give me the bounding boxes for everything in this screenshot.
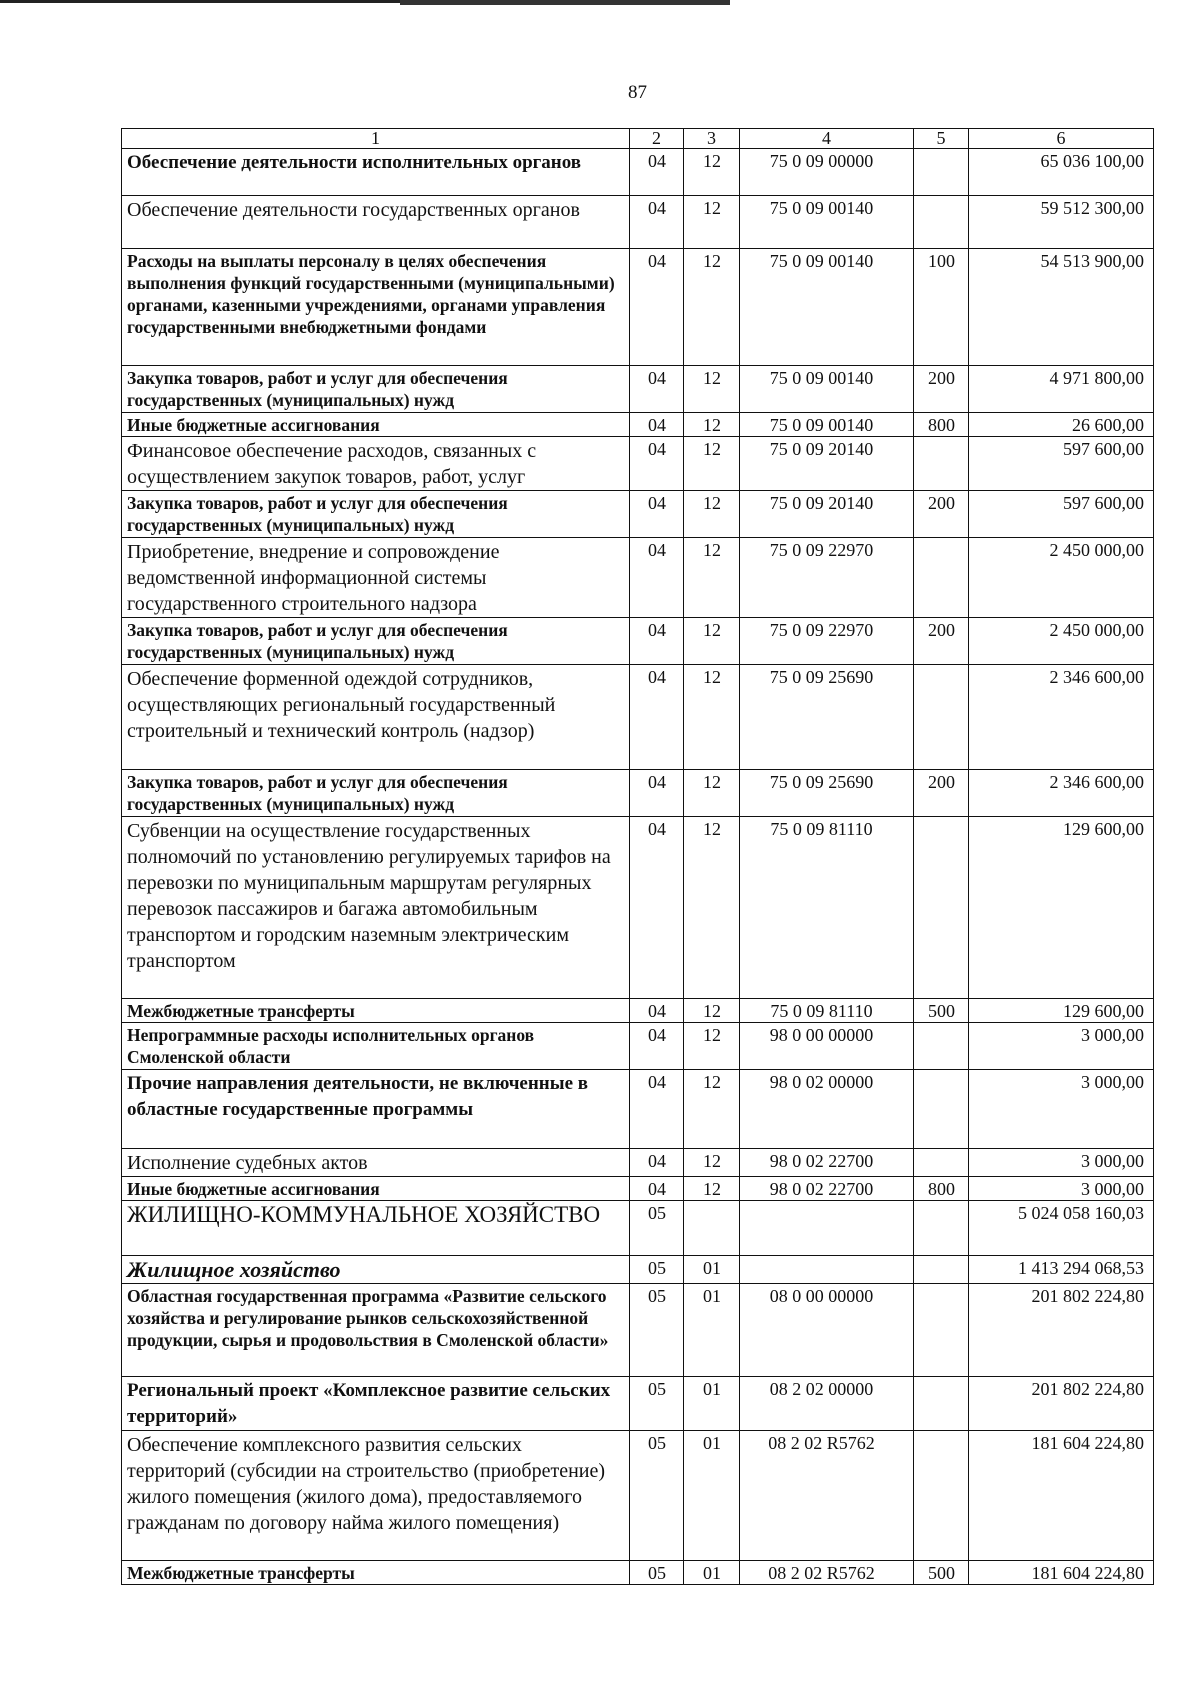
target-article-cell: 75 0 09 00140 [740,413,914,437]
table-row [122,413,1154,437]
amount-cell: 3 000,00 [969,1023,1154,1070]
subsection-code-cell: 12 [684,196,740,249]
subsection-code-cell: 12 [684,366,740,413]
target-article-cell: 08 2 02 R5762 [740,1561,914,1585]
target-article-cell: 75 0 09 22970 [740,618,914,665]
target-article-cell: 75 0 09 00140 [740,249,914,366]
expense-type-cell [914,1284,969,1377]
section-code-cell: 05 [630,1431,684,1561]
row-name-cell: Обеспечение деятельности государственных органов [122,196,630,249]
section-code-cell: 04 [630,817,684,999]
amount-cell: 3 000,00 [969,1149,1154,1177]
budget-table [121,128,1154,1585]
table-row [122,437,1154,491]
row-name-cell: Жилищное хозяйство [122,1256,630,1284]
section-code-cell: 05 [630,1201,684,1256]
section-code-cell: 04 [630,1149,684,1177]
page-number: 87 [628,82,647,103]
target-article-cell: 75 0 09 00000 [740,149,914,196]
section-code-cell: 04 [630,249,684,366]
expense-type-cell: 200 [914,770,969,817]
table-row [122,366,1154,413]
row-name-cell: Расходы на выплаты персоналу в целях обеспечения выполнения функций государственными (муниципальными) органами, казенными учреждениями, органами управления государственными внебюджетными фондами [122,249,630,366]
amount-cell: 65 036 100,00 [969,149,1154,196]
subsection-code-cell: 01 [684,1561,740,1585]
section-code-cell: 04 [630,1023,684,1070]
column-header-3: 3 [684,129,740,149]
amount-cell: 2 450 000,00 [969,618,1154,665]
amount-cell: 2 450 000,00 [969,538,1154,618]
subsection-code-cell: 12 [684,149,740,196]
table-row [122,1256,1154,1284]
row-name-cell: Областная государственная программа «Развитие сельского хозяйства и регулирование рынков сельскохозяйственной продукции, сырья и продовольствия в Смоленской области» [122,1284,630,1377]
expense-type-cell [914,1149,969,1177]
expense-type-cell [914,538,969,618]
amount-cell: 201 802 224,80 [969,1377,1154,1431]
target-article-cell: 75 0 09 25690 [740,770,914,817]
amount-cell: 597 600,00 [969,437,1154,491]
subsection-code-cell: 01 [684,1431,740,1561]
expense-type-cell: 800 [914,413,969,437]
section-code-cell: 04 [630,1070,684,1149]
section-code-cell: 04 [630,413,684,437]
expense-type-cell [914,1256,969,1284]
subsection-code-cell: 12 [684,770,740,817]
expense-type-cell [914,1431,969,1561]
target-article-cell: 75 0 09 81110 [740,999,914,1023]
target-article-cell: 75 0 09 00140 [740,196,914,249]
amount-cell: 1 413 294 068,53 [969,1256,1154,1284]
column-header-6: 6 [969,129,1154,149]
amount-cell: 4 971 800,00 [969,366,1154,413]
section-code-cell: 04 [630,1177,684,1201]
table-row [122,999,1154,1023]
amount-cell: 3 000,00 [969,1070,1154,1149]
section-code-cell: 05 [630,1284,684,1377]
amount-cell: 181 604 224,80 [969,1561,1154,1585]
expense-type-cell [914,1070,969,1149]
section-code-cell: 04 [630,196,684,249]
amount-cell: 54 513 900,00 [969,249,1154,366]
row-name-cell: Непрограммные расходы исполнительных органов Смоленской области [122,1023,630,1070]
table-row [122,1377,1154,1431]
target-article-cell: 75 0 09 22970 [740,538,914,618]
row-name-cell: Обеспечение деятельности исполнительных органов [122,149,630,196]
target-article-cell: 98 0 02 22700 [740,1149,914,1177]
row-name-cell: Закупка товаров, работ и услуг для обеспечения государственных (муниципальных) нужд [122,770,630,817]
expense-type-cell [914,817,969,999]
subsection-code-cell: 12 [684,618,740,665]
row-name-cell: Финансовое обеспечение расходов, связанных с осуществлением закупок товаров, работ, услуг [122,437,630,491]
table-row [122,665,1154,770]
row-name-cell: Субвенции на осуществление государственных полномочий по установлению регулируемых тарифов на перевозки по муниципальным маршрутам регулярных перевозок пассажиров и багажа автомобильным транспортом и городским наземным электрическим транспортом [122,817,630,999]
expense-type-cell [914,437,969,491]
amount-cell: 2 346 600,00 [969,665,1154,770]
target-article-cell: 75 0 09 25690 [740,665,914,770]
expense-type-cell [914,1377,969,1431]
target-article-cell: 75 0 09 81110 [740,817,914,999]
subsection-code-cell [684,1201,740,1256]
amount-cell: 181 604 224,80 [969,1431,1154,1561]
subsection-code-cell: 12 [684,1070,740,1149]
amount-cell: 3 000,00 [969,1177,1154,1201]
expense-type-cell: 200 [914,366,969,413]
target-article-cell: 98 0 02 22700 [740,1177,914,1201]
table-row [122,770,1154,817]
subsection-code-cell: 12 [684,413,740,437]
subsection-code-cell: 12 [684,437,740,491]
row-name-cell: Иные бюджетные ассигнования [122,1177,630,1201]
target-article-cell [740,1256,914,1284]
expense-type-cell [914,196,969,249]
section-code-cell: 04 [630,538,684,618]
table-row [122,1070,1154,1149]
expense-type-cell: 800 [914,1177,969,1201]
amount-cell: 597 600,00 [969,491,1154,538]
table-row [122,1561,1154,1585]
section-code-cell: 04 [630,491,684,538]
subsection-code-cell: 01 [684,1256,740,1284]
subsection-code-cell: 12 [684,1177,740,1201]
section-code-cell: 04 [630,999,684,1023]
table-row [122,538,1154,618]
row-name-cell: Закупка товаров, работ и услуг для обеспечения государственных (муниципальных) нужд [122,366,630,413]
target-article-cell: 08 0 00 00000 [740,1284,914,1377]
table-row [122,817,1154,999]
row-name-cell: Закупка товаров, работ и услуг для обеспечения государственных (муниципальных) нужд [122,618,630,665]
section-code-cell: 04 [630,665,684,770]
subsection-code-cell: 12 [684,665,740,770]
amount-cell: 2 346 600,00 [969,770,1154,817]
section-code-cell: 04 [630,366,684,413]
section-code-cell: 04 [630,149,684,196]
target-article-cell: 08 2 02 R5762 [740,1431,914,1561]
expense-type-cell: 200 [914,491,969,538]
column-header-1: 1 [122,129,630,149]
row-name-cell: Обеспечение комплексного развития сельских территорий (субсидии на строительство (приобретение) жилого помещения (жилого дома), предоставляемого гражданам по договору найма жилого помещения) [122,1431,630,1561]
amount-cell: 129 600,00 [969,817,1154,999]
amount-cell: 26 600,00 [969,413,1154,437]
scan-edge-line [400,0,730,5]
row-name-cell: Региональный проект «Комплексное развитие сельских территорий» [122,1377,630,1431]
table-row [122,1177,1154,1201]
subsection-code-cell: 12 [684,999,740,1023]
column-header-2: 2 [630,129,684,149]
subsection-code-cell: 12 [684,1023,740,1070]
table-row [122,1149,1154,1177]
target-article-cell: 98 0 02 00000 [740,1070,914,1149]
table-row [122,491,1154,538]
target-article-cell [740,1201,914,1256]
column-header-4: 4 [740,129,914,149]
target-article-cell: 75 0 09 20140 [740,437,914,491]
header-row [122,129,1154,149]
expense-type-cell [914,1201,969,1256]
subsection-code-cell: 01 [684,1377,740,1431]
row-name-cell: Межбюджетные трансферты [122,1561,630,1585]
target-article-cell: 75 0 09 20140 [740,491,914,538]
column-header-5: 5 [914,129,969,149]
expense-type-cell: 500 [914,999,969,1023]
table-row [122,1284,1154,1377]
row-name-cell: Исполнение судебных актов [122,1149,630,1177]
section-code-cell: 04 [630,770,684,817]
row-name-cell: Прочие направления деятельности, не включенные в областные государственные программы [122,1070,630,1149]
target-article-cell: 75 0 09 00140 [740,366,914,413]
amount-cell: 59 512 300,00 [969,196,1154,249]
table-body [122,129,1154,1585]
amount-cell: 201 802 224,80 [969,1284,1154,1377]
row-name-cell: Закупка товаров, работ и услуг для обеспечения государственных (муниципальных) нужд [122,491,630,538]
table-row [122,196,1154,249]
expense-type-cell [914,665,969,770]
section-code-cell: 04 [630,437,684,491]
amount-cell: 5 024 058 160,03 [969,1201,1154,1256]
subsection-code-cell: 12 [684,538,740,618]
row-name-cell: Межбюджетные трансферты [122,999,630,1023]
table-row [122,1431,1154,1561]
row-name-cell: Иные бюджетные ассигнования [122,413,630,437]
table-row [122,618,1154,665]
expense-type-cell [914,149,969,196]
section-code-cell: 04 [630,618,684,665]
table-row [122,149,1154,196]
expense-type-cell: 100 [914,249,969,366]
subsection-code-cell: 12 [684,491,740,538]
expense-type-cell [914,1023,969,1070]
row-name-cell: Обеспечение форменной одеждой сотрудников, осуществляющих региональный государственный строительный и технический контроль (надзор) [122,665,630,770]
target-article-cell: 08 2 02 00000 [740,1377,914,1431]
amount-cell: 129 600,00 [969,999,1154,1023]
subsection-code-cell: 12 [684,817,740,999]
subsection-code-cell: 12 [684,1149,740,1177]
section-code-cell: 05 [630,1377,684,1431]
subsection-code-cell: 12 [684,249,740,366]
table-row [122,249,1154,366]
target-article-cell: 98 0 00 00000 [740,1023,914,1070]
expense-type-cell: 200 [914,618,969,665]
table-row [122,1023,1154,1070]
row-name-cell: Приобретение, внедрение и сопровождение ведомственной информационной системы государственного строительного надзора [122,538,630,618]
table-row [122,1201,1154,1256]
subsection-code-cell: 01 [684,1284,740,1377]
section-code-cell: 05 [630,1561,684,1585]
section-code-cell: 05 [630,1256,684,1284]
expense-type-cell: 500 [914,1561,969,1585]
row-name-cell: ЖИЛИЩНО-КОММУНАЛЬНОЕ ХОЗЯЙСТВО [122,1201,630,1256]
